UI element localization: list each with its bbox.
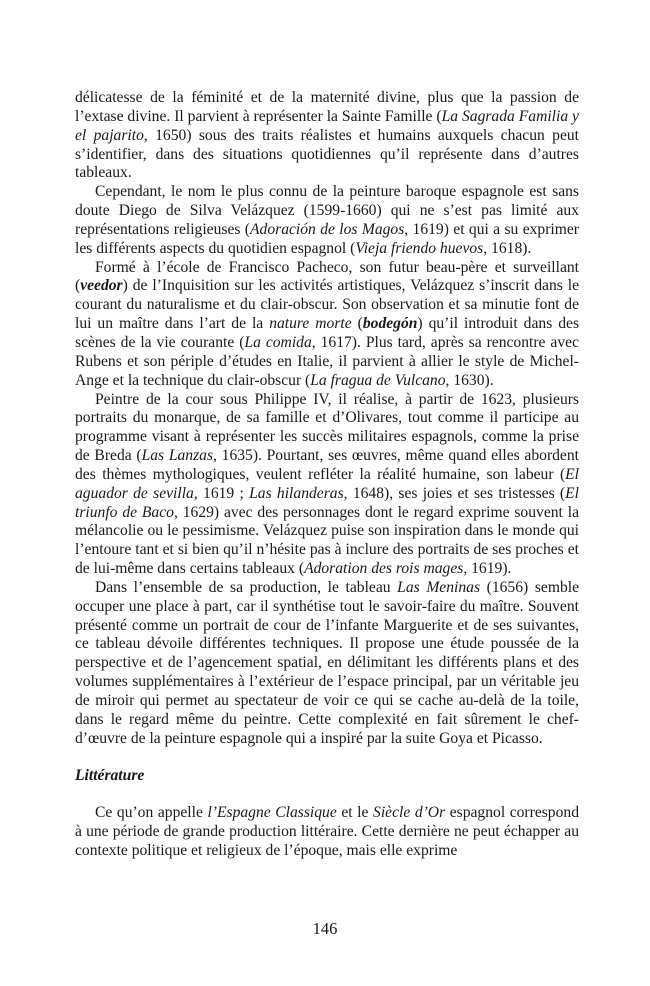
emphasized-text: bodegón bbox=[362, 315, 418, 333]
emphasized-text: Las Meninas bbox=[397, 578, 481, 596]
emphasized-text: El triunfo de Baco bbox=[75, 484, 579, 521]
text-run: ) de l’Inquisition sur les activités artistiques, Velázquez s’inscrit dans le courant du naturalisme et du clair-obscur. Son observation et sa minutie font de lui un maître dans l’art de la bbox=[75, 277, 579, 333]
text-run: , 1648), ses joies et ses tristesses ( bbox=[343, 484, 566, 502]
text-run: Cependant, le nom le plus connu de la peinture baroque espagnole est sans doute Diego de Silva Velázquez (1599-1660) qui ne s’est pas limité aux représentations religieuses ( bbox=[75, 183, 579, 238]
paragraph bbox=[75, 804, 579, 861]
text-run: ( bbox=[351, 315, 363, 333]
text-run: , 1619). bbox=[463, 560, 512, 578]
text-run: ) qu’il introduit dans des scènes de la vie courante ( bbox=[75, 315, 580, 351]
text-run: , 1635). Pourtant, ses œuvres, même quand elles abordent des thèmes mythologiques, veulent refléter la réalité humaine, son labeur ( bbox=[75, 447, 579, 483]
emphasized-text: Adoración de los Magos bbox=[250, 220, 405, 238]
text-run: , 1618). bbox=[483, 239, 532, 257]
text-run: Dans l’ensemble de sa production, le tableau bbox=[95, 578, 398, 596]
text-run: Peintre de la cour sous Philippe IV, il réalise, à partir de 1623, plusieurs portraits du monarque, de sa famille et d’Olivares, tout comme il participe au programme visant à représenter les succès militaires espagnols, comme la prise de Breda ( bbox=[75, 390, 579, 465]
text-run: délicatesse de la féminité et de la maternité divine, plus que la passion de l’extase divine. Il parvient à représenter la Sainte Famille ( bbox=[75, 89, 579, 125]
text-run: , 1629) avec des personnages dont le regard exprime souvent la mélancolie ou le pessimisme. Velázquez puise son inspiration dans le monde qui l’entoure tant et si bien qu’il n’hésite pas à inclure des portraits de ses proches et de lui-même dans certains tableaux ( bbox=[75, 503, 579, 578]
paragraph bbox=[75, 391, 579, 579]
emphasized-text: La comida bbox=[244, 333, 312, 351]
paragraph bbox=[75, 89, 579, 183]
text-run: , 1630). bbox=[445, 371, 494, 389]
text-run: Formé à l’école de Francisco Pacheco, son futur beau-père et surveillant ( bbox=[75, 258, 579, 295]
section-painting bbox=[75, 89, 579, 749]
emphasized-text: Las Lanzas bbox=[141, 447, 214, 465]
emphasized-text: Siècle d’Or bbox=[373, 804, 446, 822]
section-literature bbox=[75, 804, 579, 861]
emphasized-text: Adoration des rois mages bbox=[304, 560, 464, 578]
page-number: 146 bbox=[312, 919, 338, 938]
emphasized-text: nature morte bbox=[269, 315, 352, 333]
emphasized-text: La Sagrada Familia y el pajarito bbox=[75, 107, 579, 144]
paragraph bbox=[75, 579, 579, 749]
emphasized-text: Las hilanderas bbox=[249, 484, 344, 502]
emphasized-text: Vieja friendo huevos bbox=[355, 239, 484, 257]
text-run: , 1619 ; bbox=[193, 484, 250, 502]
text-run: et le bbox=[336, 804, 374, 822]
emphasized-text: l’Espagne Classique bbox=[207, 804, 337, 822]
section-heading: Littérature bbox=[75, 766, 145, 784]
page-body bbox=[75, 89, 579, 861]
emphasized-text: veedor bbox=[80, 277, 123, 295]
text-run: espagnol correspond à une période de grande production littéraire. Cette dernière ne peut échapper au contexte politique et religieux de l’époque, mais elle exprime bbox=[75, 804, 579, 860]
text-run: , 1619) et qui a su exprimer les différents aspects du quotidien espagnol ( bbox=[75, 220, 579, 257]
paragraph bbox=[75, 259, 579, 391]
text-run: Ce qu’on appelle bbox=[95, 804, 208, 822]
text-run: (1656) semble occuper une place à part, car il synthétise tout le savoir-faire du maître. Souvent présenté comme un portrait de cour de l’infante Marguerite et de ses suivantes, ce tableau dévoile différentes techniques. Il propose une étude poussée de la perspective et de l’agencement spatial, en délimitant les différents plans et des volumes supplémentaires à l’extérieur de l’espace principal, par un véritable jeu de miroir qui permet au spectateur de voir ce qui se cache au-delà de la toile, dans le regard même du peintre. Cette complexité en fait sûrement le chef-d’œuvre de la peinture espagnole qui a inspiré par la suite Goya et Picasso. bbox=[75, 578, 579, 747]
emphasized-text: La fragua de Vulcano bbox=[310, 371, 446, 389]
emphasized-text: El aguador de sevilla bbox=[75, 465, 579, 502]
paragraph bbox=[75, 183, 579, 258]
text-run: , 1617). Plus tard, après sa rencontre avec Rubens et son périple d’études en Italie, il parvient à allier le style de Michel-Ange et la technique du clair-obscur ( bbox=[75, 333, 579, 389]
text-run: , 1650) sous des traits réalistes et humains auxquels chacun peut s’identifier, dans des situations quotidiennes qu’il représente dans d’autres tableaux. bbox=[75, 126, 580, 182]
